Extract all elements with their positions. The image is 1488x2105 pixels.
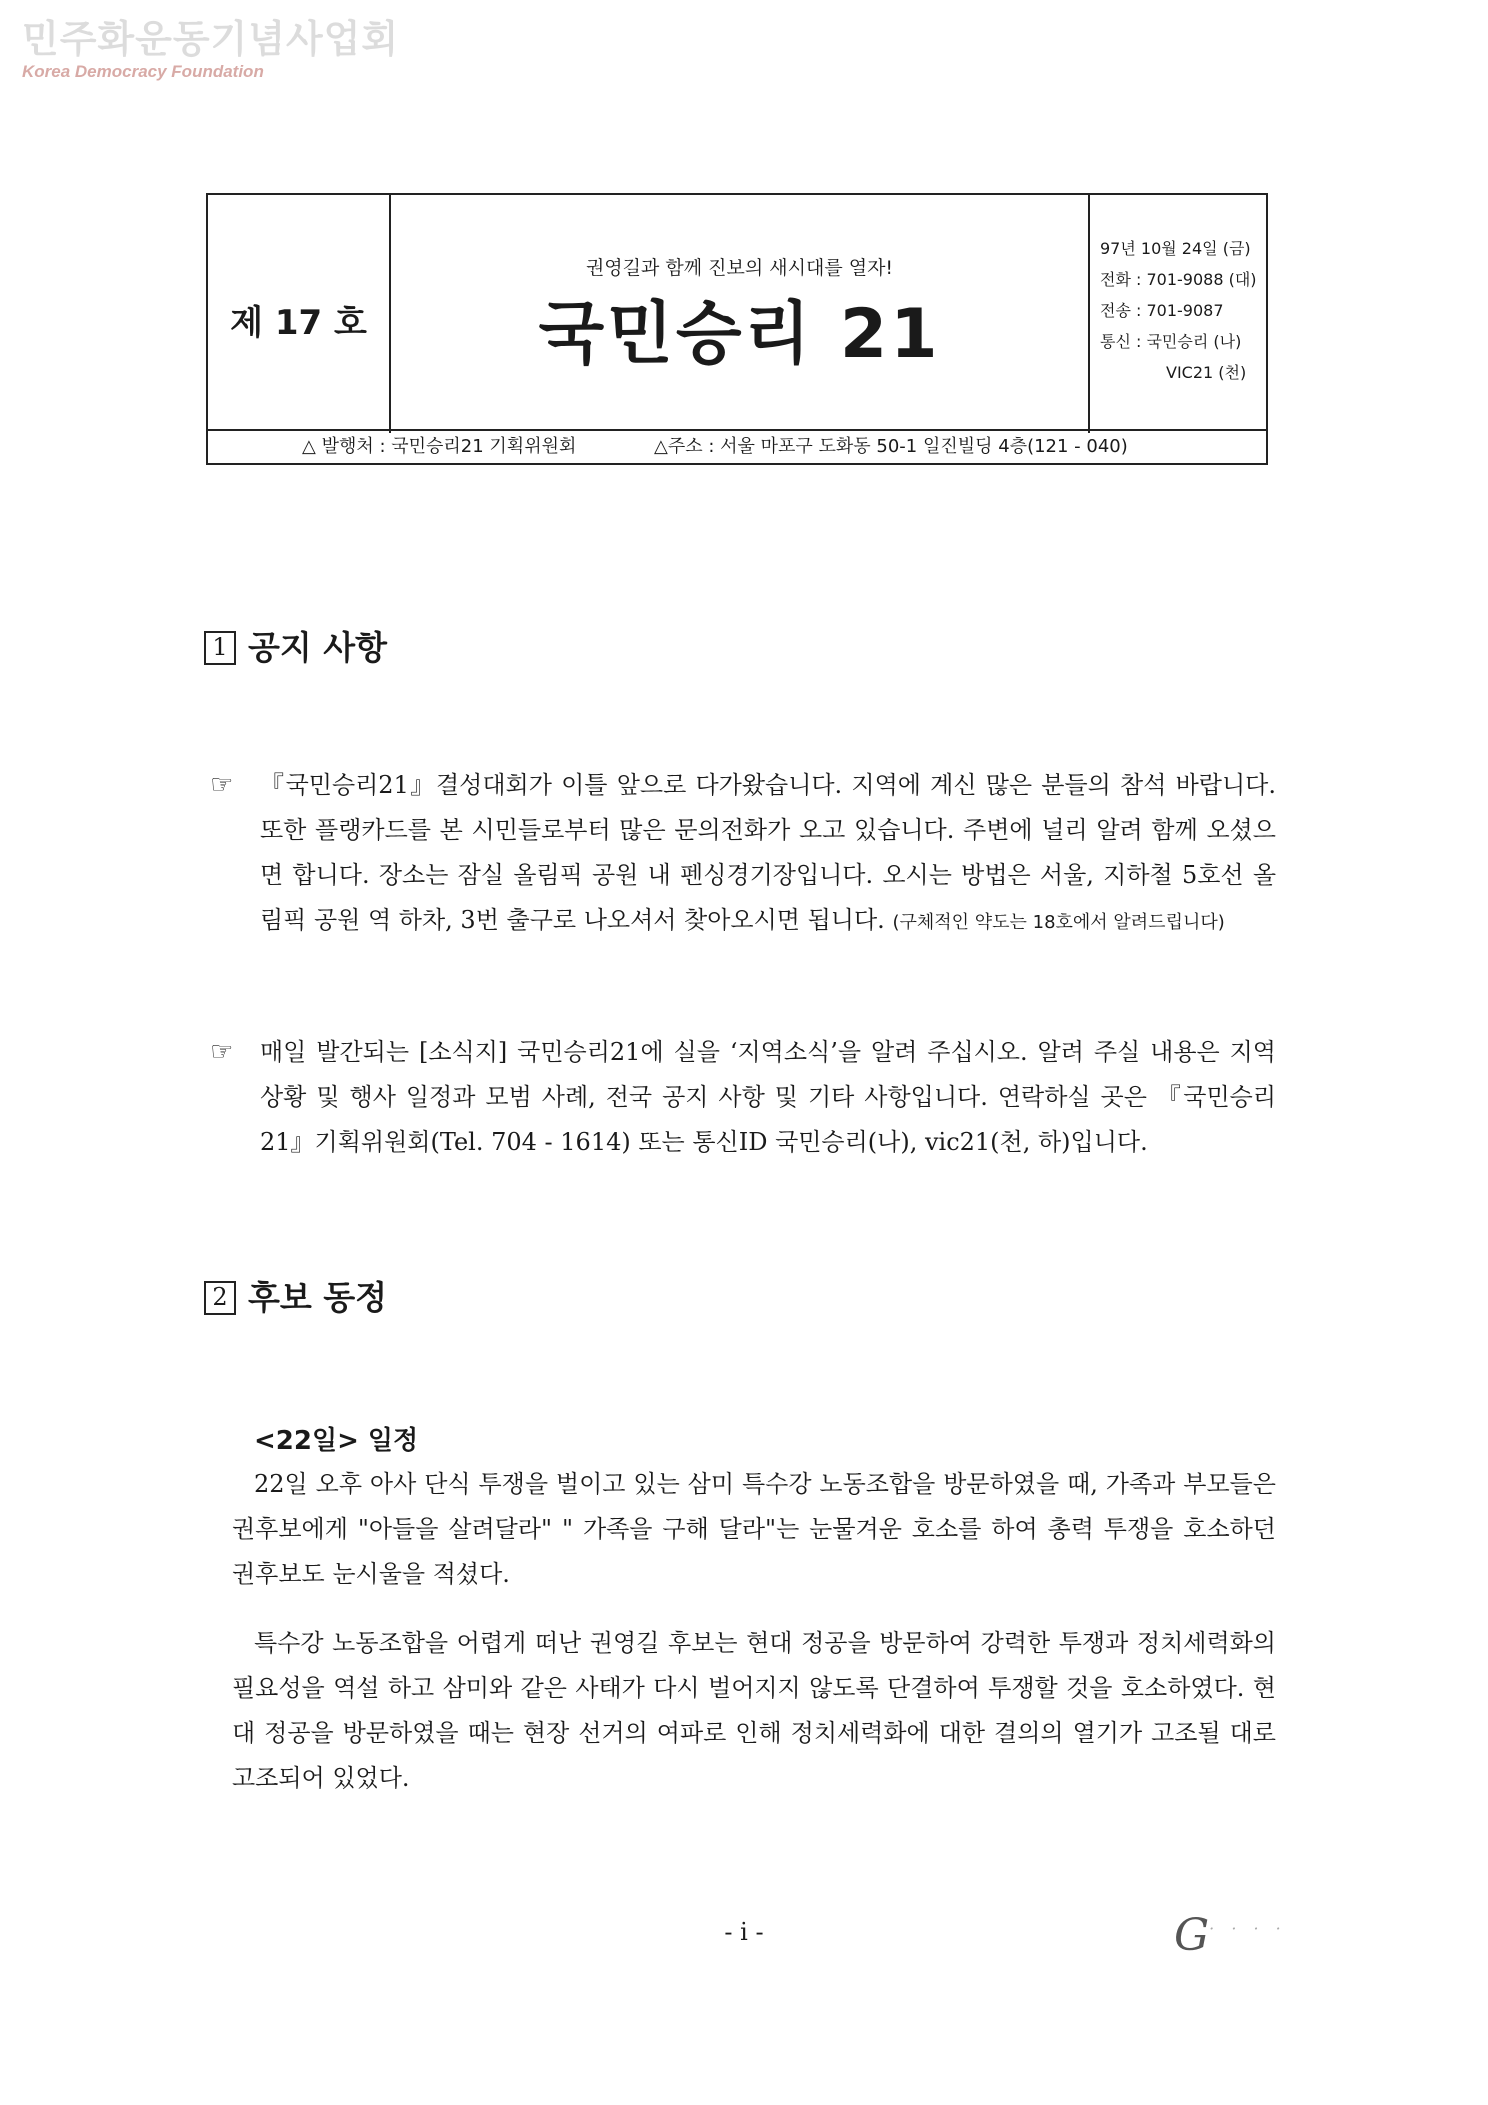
publisher-bar: [206, 429, 1268, 465]
watermark-korean: 민주화운동기념사업회: [22, 17, 400, 61]
watermark-english: Korea Democracy Foundation: [22, 62, 264, 81]
masthead: [206, 193, 1268, 431]
pointing-hand-icon: ☞: [210, 770, 234, 800]
schedule-subheading: <22일> 일정: [254, 1426, 419, 1456]
handwritten-mark: G· · · ·: [1174, 1910, 1287, 1961]
paragraph: 22일 오후 아사 단식 투쟁을 벌이고 있는 삼미 특수강 노동조합을 방문하였을 때, 가족과 부모들은 권후보에게 "아들을 살려달라" " 가족을 구해 달라"는 눈물겨운 호소를 하여 총력 투쟁을 호소하던 권후보도 눈시울을 적셨다.: [232, 1470, 1276, 1588]
section-heading-notices: [204, 622, 387, 669]
issue-cell: [208, 195, 391, 433]
issue-date: 97년 10월 24일 (금): [1100, 239, 1251, 258]
section-title: 후보 동정: [248, 1278, 388, 1317]
publisher: △ 발행처 : 국민승리21 기획위원회: [302, 436, 577, 457]
issue-number: 제 17 호: [230, 303, 367, 343]
section-title: 공지 사항: [248, 628, 388, 667]
online-id: 통신 : 국민승리 (나): [1100, 332, 1242, 351]
address: △주소 : 서울 마포구 도화동 50-1 일진빌딩 4층(121 - 040): [654, 436, 1128, 457]
notice-body: 『국민승리21』결성대회가 이틀 앞으로 다가왔습니다. 지역에 계신 많은 분들의 참석 바랍니다. 또한 플랭카드를 본 시민들로부터 많은 문의전화가 오고 있습니다. 주변에 널리 알려 함께 오셨으면 합니다. 장소는 잠실 올림픽 공원 내 펜싱경기장입니다. 오시는 방법은 서울, 지하철 5호선 올림픽 공원 역 하차, 3번 출구로 나오셔서 찾아오시면 됩니다.: [260, 771, 1276, 934]
notice-item: [210, 763, 1276, 945]
newsletter-title: 국민승리 21: [538, 295, 941, 374]
notice-note: (구체적인 약도는 18호에서 알려드립니다): [892, 912, 1225, 933]
slogan: 권영길과 함께 진보의 새시대를 열자!: [585, 257, 894, 279]
section-number: 1: [204, 631, 236, 665]
section-heading-candidate: [204, 1272, 387, 1319]
pointing-hand-icon: ☞: [210, 1037, 234, 1067]
notice-text: 매일 발간되는 [소식지] 국민승리21에 실을 ‘지역소식’을 알려 주십시오. 알려 주실 내용은 지역 상황 및 행사 일정과 모범 사례, 전국 공지 사항 및 기타 사항입니다. 연락하실 곳은 『국민승리21』기획위원회(Tel. 704 - 1614) 또는 통신ID 국민승리(나), vic21(천, 하)입니다.: [260, 1038, 1276, 1156]
notice-text: [260, 763, 1276, 945]
paragraph: 특수강 노동조합을 어렵게 떠난 권영길 후보는 현대 정공을 방문하여 강력한 투쟁과 정치세력화의 필요성을 역설 하고 삼미와 같은 사태가 다시 벌어지지 않도록 단결하여 투쟁할 것을 호소하였다. 현대 정공을 방문하였을 때는 현장 선거의 여파로 인해 정치세력화에 대한 결의의 열기가 고조될 대로 고조되어 있었다.: [232, 1629, 1276, 1792]
watermark-logo: [22, 18, 399, 82]
contact-cell: [1088, 195, 1268, 433]
notice-item: [210, 1030, 1276, 1165]
online-id-2: VIC21 (천): [1166, 363, 1247, 382]
title-cell: [391, 195, 1088, 433]
page-number: - i -: [724, 1918, 764, 1946]
section-number: 2: [204, 1281, 236, 1315]
fax: 전송 : 701-9087: [1100, 301, 1224, 320]
phone: 전화 : 701-9088 (대): [1100, 270, 1257, 289]
